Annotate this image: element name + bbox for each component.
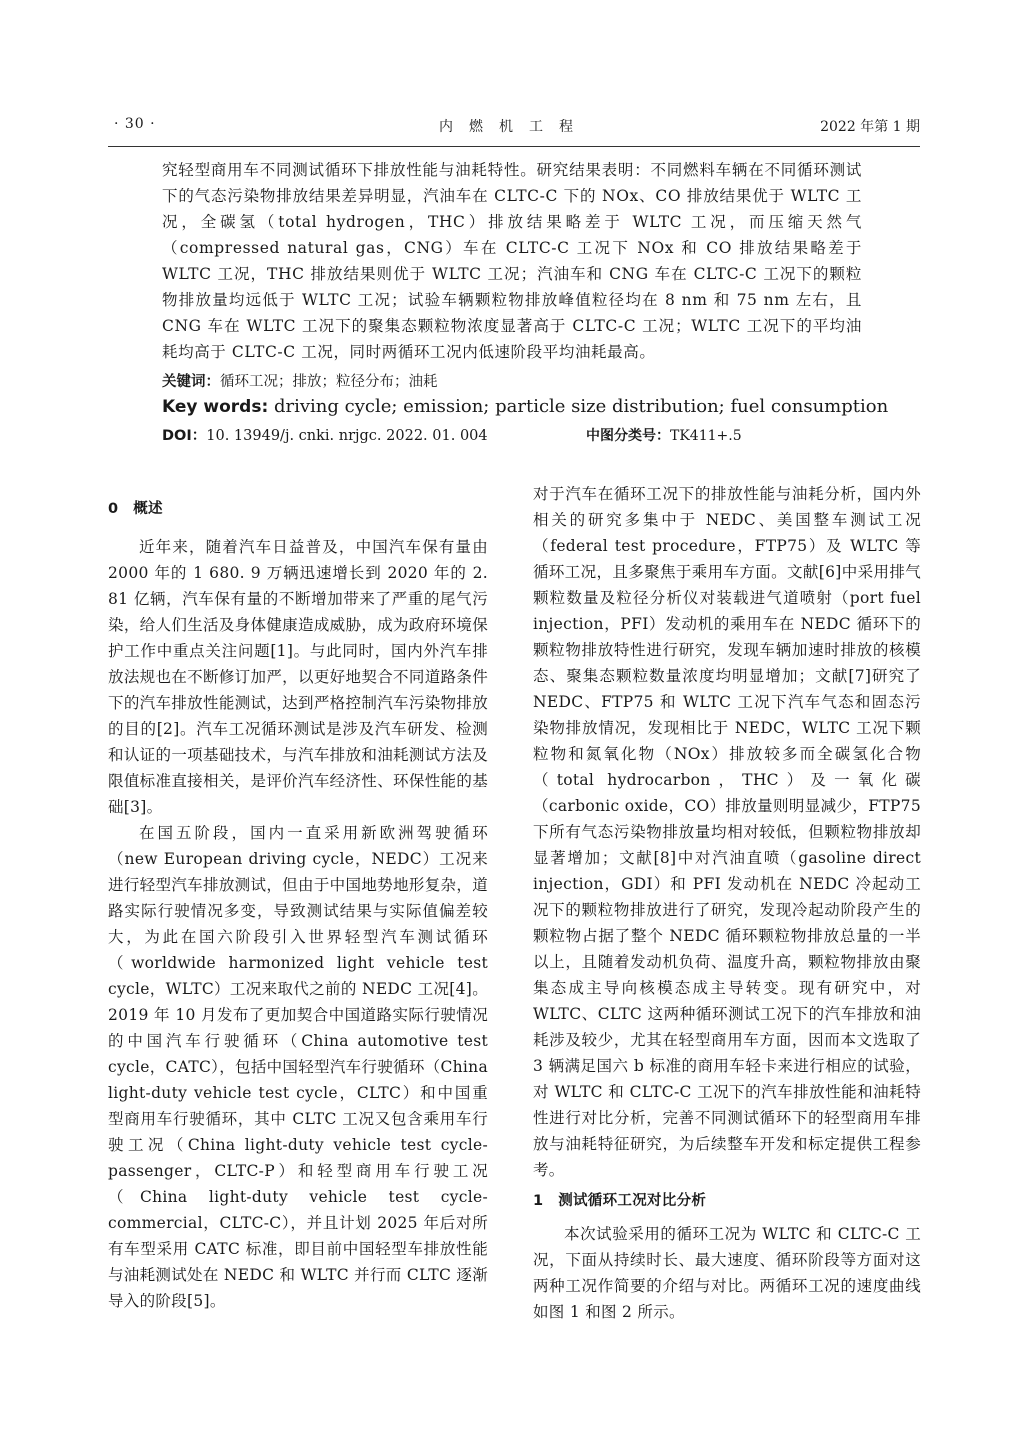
keywords-en [162,396,888,417]
page-number: · 30 · [114,116,156,132]
right-column [533,481,921,1325]
section-0-paragraph-1: 近年来，随着汽车日益普及，中国汽车保有量由 2000 年的 1 680. 9 万辆迅速增长到 2020 年的 2. 81 亿辆，汽车保有量的不断增加带来了严重的尾气污染，给人们生活及身体健康造成威胁，成为政府环境保护工作中重点关注问题[1]。与此同时，国内外汽车排放法规也在不断修订加严，以更好地契合不同道路条件下的汽车排放性能测试，达到严格控制汽车污染物排放的目的[2]。汽车工况循环测试是涉及汽车研发、检测和认证的一项基础技术，与汽车排放和油耗测试方法及限值标准直接相关，是评价汽车经济性、环保性能的基础[3]。 [108,538,488,816]
header-rule [108,146,920,147]
abstract-text: 究轻型商用车不同测试循环下排放性能与油耗特性。研究结果表明：不同燃料车辆在不同循环测试下的气态污染物排放结果差异明显，汽油车在 CLTC-C 下的 NOx、CO 排放结果优于 WLTC 工况，全碳氢（total hydrogen，THC）排放结果略差于 WLTC 工况，而压缩天然气（compressed natural gas，CNG）车在 CLTC-C 工况下 NOx 和 CO 排放结果略差于 WLTC 工况，THC 排放结果则优于 WLTC 工况；汽油车和 CNG 车在 CLTC-C 工况下的颗粒物排放量均远低于 WLTC 工况；试验车辆颗粒物排放峰值粒径均在 8 nm 和 75 nm 左右，且 CNG 车在 WLTC 工况下的聚集态颗粒物浓度显著高于 CLTC-C 工况；WLTC 工况下的平均油耗均高于 CLTC-C 工况，同时两循环工况内低速阶段平均油耗最高。 [162,161,862,361]
journal-name: 内燃机工程 [439,119,589,135]
keywords-en-text: driving cycle; emission; particle size distribution; fuel consumption [274,396,889,417]
doi-label: DOI： [162,428,207,444]
keywords-cn-label: 关键词： [162,374,220,390]
doi-text: 10. 13949/j. cnki. nrjgc. 2022. 01. 004 [206,428,488,444]
keywords-cn-text: 循环工况；排放；粒径分布；油耗 [220,374,438,390]
classification-line [586,425,742,445]
section-0-heading: 0 概述 [108,501,163,517]
section-1-paragraph-1: 本次试验采用的循环工况为 WLTC 和 CLTC-C 工况，下面从持续时长、最大速度、循环阶段等方面对这两种工况作简要的介绍与对比。两循环工况的速度曲线如图 1 和图 2 所示。 [533,1225,921,1321]
section-0-paragraph-3-continued: 对于汽车在循环工况下的排放性能与油耗分析，国内外相关的研究多集中于 NEDC、美国整车测试工况（federal test procedure，FTP75）及 WLTC 等循环工况，且多聚焦于乘用车方面。文献[6]中采用排气颗粒数量及粒径分析仪对装载进气道喷射（port fuel injection，PFI）发动机的乘用车在 NEDC 循环下的颗粒物排放特性进行研究，发现车辆加速时排放的核模态、聚集态颗粒数量浓度均明显增加；文献[7]研究了 NEDC、FTP75 和 WLTC 工况下汽车气态和固态污染物排放情况，发现相比于 NEDC，WLTC 工况下颗粒物和氮氧化物（NOx）排放较多而全碳氢化合物（total hydrocarbon，THC）及一氧化碳（carbonic oxide，CO）排放量则明显减少，FTP75 下所有气态污染物排放量均相对较低，但颗粒物排放却显著增加；文献[8]中对汽油直喷（gasoline direct injection，GDI）和 PFI 发动机在 NEDC 冷起动工况下的颗粒物排放进行了研究，发现冷起动阶段产生的颗粒物占据了整个 NEDC 循环颗粒物排放总量的一半以上，且随着发动机负荷、温度升高，颗粒物排放由聚集态成主导向核模态成主导转变。现有研究中，对 WLTC、CLTC 这两种循环测试工况下的汽车排放和油耗涉及较少，尤其在轻型商用车方面，因而本文选取了 3 辆满足国六 b 标准的商用车轻卡来进行相应的试验，对 WLTC 和 CLTC-C 工况下的汽车排放性能和油耗特性进行对比分析，完善不同测试循环下的轻型商用车排放与油耗特征研究，为后续整车开发和标定提供工程参考。 [533,485,921,1179]
abstract-block [162,157,862,365]
issue-label: 2022 年第 1 期 [820,119,920,135]
left-column [108,494,488,1314]
doi-line [162,424,488,445]
classification-text: TK411+.5 [670,428,742,444]
classification-label: 中图分类号： [586,428,670,444]
running-header [108,112,920,142]
section-0-paragraph-2: 在国五阶段，国内一直采用新欧洲驾驶循环（new European driving cycle，NEDC）工况来进行轻型汽车排放测试，但由于中国地势地形复杂，道路实际行驶情况多变，导致测试结果与实际值偏差较大，为此在国六阶段引入世界轻型汽车测试循环（worldwide harmonized light vehicle test cycle，WLTC）工况来取代之前的 NEDC 工况[4]。2019 年 10 月发布了更加契合中国道路实际行驶情况的中国汽车行驶循环（China automotive test cycle，CATC），包括中国轻型汽车行驶循环（China light-duty vehicle test cycle，CLTC）和中国重型商用车行驶循环，其中 CLTC 工况又包含乘用车行驶工况（China light-duty vehicle test cycle-passenger，CLTC-P）和轻型商用车行驶工况（China light-duty vehicle test cycle-commercial，CLTC-C），并且计划 2025 年后对所有车型采用 CATC 标准，即目前中国轻型车排放性能与油耗测试处在 NEDC 和 WLTC 并行而 CLTC 逐渐导入的阶段[5]。 [108,824,488,1310]
keywords-en-label: Key words: [162,397,269,417]
section-1-heading: 1 测试循环工况对比分析 [533,1193,707,1209]
keywords-cn [162,370,438,391]
